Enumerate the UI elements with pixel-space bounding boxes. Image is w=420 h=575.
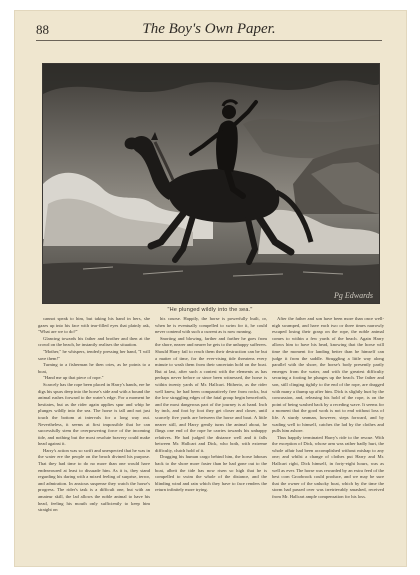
paragraph: After the father and son have been more than once well-nigh swamped, and have each two or three times narrowly escaped losing their grasp on the rope, the noble animal comes to within a few yards of the beach. Again Harry allows him to have his head, knowing that the horse will time the moment for landing better than he himself can judge it from the saddle. Struggling a little way along parallel with the shore, the horse's body presently partly emerges from the water, and with the greatest difficulty securing a footing he plunges up the beach. The father and son, still clinging tightly to the end of the rope, are dragged with many a thump up after him. Dick is slightly hurt by the concussion, and, releasing his hold of the rope, is on the point of being washed back by a receding wave. It seems for a moment that the good work is not to end without loss of life. A sturdy seaman, however, steps forward, and by wading well to himself, catches the lad by the clothes and pulls him ashore. <box>272 316 384 434</box>
paragraph: Turning to a fisherman he then cries, as he points to a boat, <box>38 362 150 374</box>
text-column-3 <box>272 316 384 562</box>
engraver-signature: Pg Edwards <box>333 291 373 300</box>
paragraph: cannot speak to him, but taking his hand in hers, she gazes up into his face with tear-filled eyes that plainly ask, "What are we to do?" <box>38 316 150 335</box>
paragraph: Snorting and blowing, farther and farther he goes from the shore, nearer and nearer he gets to the unhappy sufferers. Should Harry fail to reach them their destruction can be but a matter of time, for the ever-rising tide threatens every minute to wash them from their uncertain hold on the boat. But at last, after such a contest with the elements as has perhaps never before or since been witnessed, the horse is within twenty yards of Mr. Hallcart. Hitherto, as the rider well knew, he had been comparatively free from rocks, but the low straggling edges of the fatal group begin henceforth, and the most dangerous part of the journey is at hand. Inch by inch, and foot by foot they get closer and closer, until scarcely five yards are between the horse and boat. A little nearer still, and Harry gently turns the animal about, he flings one end of the rope he carries towards his unhappy relatives. He had judged the distance well and it falls between Mr. Hallcart and Dick, who both, with extreme difficulty, clutch hold of it. <box>155 335 267 453</box>
paragraph: Scarcely has the rope been placed in Harry's hands, ere he digs his spurs deep into the horse's side and with a bound the animal rushes forward to the water's edge. For a moment he hesitates, but as the rider again applies spur and whip he plunges wildly into the sea. The horse is tall and not just touch the bottom at intervals for a long way out. Nevertheless, it seems at first impossible that he can successfully stem the overpowering force of the incoming tide, and nothing but the most resolute bravery could make head against it. <box>38 381 150 447</box>
paragraph: Glancing towards his father and brother and then at the crowd on the beach, he instantly realises the situation. <box>38 335 150 348</box>
text-column-2 <box>155 316 267 562</box>
paragraph: "Hand me up that piece of rope." <box>43 375 104 381</box>
paragraph: "Mother," he whispers, tenderly pressing her hand, "I will save them!" <box>38 348 150 361</box>
paragraph: his course. Happily, the horse is powerfully built, or, when he is eventually compelled to swim for it, he could never contend with such a current as is now running. <box>155 316 267 335</box>
magazine-page <box>14 10 407 567</box>
running-header <box>36 22 382 41</box>
illustration-caption: "He plunged wildly into the sea." <box>167 307 253 313</box>
page-number: 88 <box>36 22 49 37</box>
text-column-1 <box>38 316 150 562</box>
paragraph: Dragging his human cargo behind him, the horse labours back to the shore more faster than he had gone out to the boat, albeit the tide has now risen so high that he is compelled to swim the whole of the distance, and the blinding wind and rain which they have to face renders the return infinitely more trying. <box>155 454 267 493</box>
horse-rider-engraving <box>43 64 379 303</box>
journal-title: The Boy's Own Paper. <box>142 21 276 37</box>
paragraph: Harry's action was so swift and unexpected that he was in the water ere the people on the beach divined his purpose. That they had time to do no more than one would have endeavoured at least to dissuade him. As it is, they stand regarding his daring with a mixed feeling of surprise, terror, and admiration. In anxious suspense they watch the horse's progress. The rider's task is a difficult one, but with an amateur skill, the lad allows the noble animal to have his head, feeling his mouth only sufficiently to keep him straight on <box>38 447 150 513</box>
engraving-illustration <box>42 63 380 304</box>
paragraph: Thus happily terminated Harry's ride to the rescue. With the exception of Dick, whose arm was rather badly hurt, the whole affair had been accomplished without mishap to any one; and whilst a change of clothes put Harry and Mr. Hallcart right, Dick himself, in forty-eight hours, was as well as ever. The horse was rewarded by an extra feed of the best corn Groobrook could produce, and we may be sure that the owner of the unlucky boat, which by the time the storm had passed over was irretrievably smashed, received from Mr. Hallcart ample compensation for his loss. <box>272 434 384 500</box>
